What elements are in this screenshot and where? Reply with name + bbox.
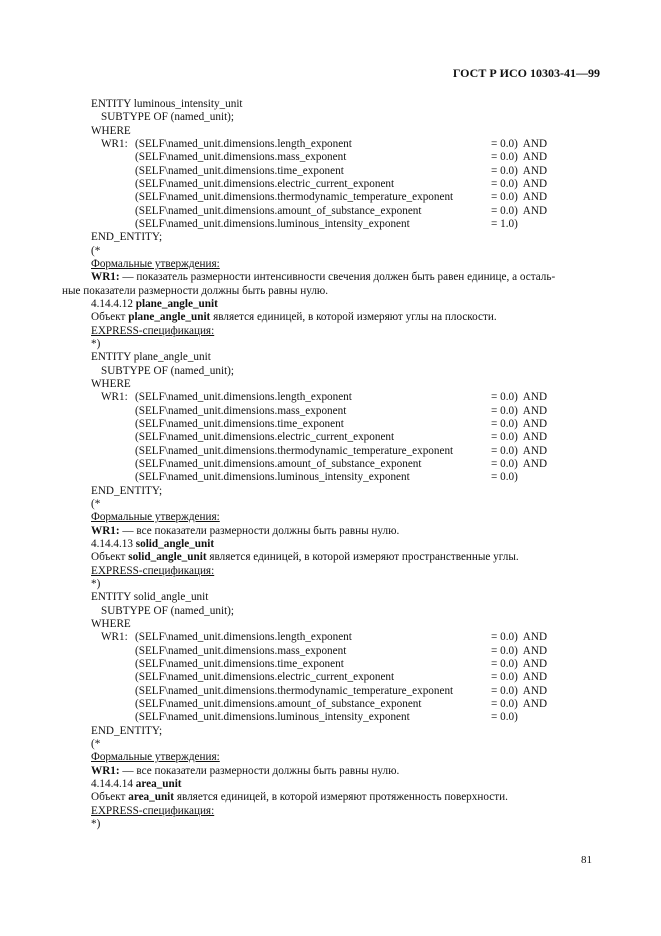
rule-expression: (SELF\named_unit.dimensions.mass_exponent [135, 405, 347, 417]
object-name: solid_angle_unit [128, 551, 207, 563]
express-spec-heading: EXPRESS-спецификация: [91, 325, 215, 337]
rule-value: = 0.0) AND [491, 645, 548, 657]
formal-rule-text [91, 765, 399, 778]
rule-value: = 0.0) AND [491, 671, 548, 683]
section-number: 4.14.4.13 [91, 538, 136, 550]
comment-close: *) [91, 578, 101, 590]
rule-expression: (SELF\named_unit.dimensions.length_exponent [135, 138, 352, 150]
rule-expression: (SELF\named_unit.dimensions.length_exponent [135, 631, 352, 643]
rule-label: WR1: [101, 391, 128, 403]
comment-open: (* [91, 498, 101, 510]
formal-rule-text [91, 525, 399, 538]
comment-open: (* [91, 738, 101, 750]
page-header: ГОСТ Р ИСО 10303-41—99 [452, 66, 600, 80]
formal-rule-label: WR1: [91, 271, 120, 283]
rule-label: WR1: [101, 631, 128, 643]
formal-rule-body: — показатель размерности интенсивности свечения должен быть равен единице, а осталь- [119, 271, 556, 283]
page-number: 81 [581, 854, 592, 866]
formal-rule-text [91, 271, 555, 284]
rule-expression: (SELF\named_unit.dimensions.luminous_intensity_exponent [135, 218, 410, 230]
description-suffix: является единицей, в которой измеряют углы на плоскости. [210, 311, 497, 323]
comment-open: (* [91, 245, 101, 257]
object-name: area_unit [128, 791, 175, 803]
rule-expression: (SELF\named_unit.dimensions.luminous_intensity_exponent [135, 471, 410, 483]
formal-rule-label: WR1: [91, 765, 120, 777]
rule-value: = 0.0) AND [491, 151, 548, 163]
formal-rule-body: — все показатели размерности должны быть равны нулю. [119, 765, 400, 777]
rule-value: = 0.0) AND [491, 391, 548, 403]
formal-rule-continuation: ные показатели размерности должны быть равны нулю. [62, 285, 329, 297]
where-keyword: WHERE [91, 378, 131, 390]
rule-value: = 0.0) AND [491, 698, 548, 710]
rule-label: WR1: [101, 138, 128, 150]
rule-expression: (SELF\named_unit.dimensions.electric_current_exponent [135, 671, 395, 683]
object-description [91, 311, 497, 324]
description-suffix: является единицей, в которой измеряют пространственные углы. [206, 551, 519, 563]
description-prefix: Объект [91, 791, 129, 803]
rule-value: = 0.0) AND [491, 205, 548, 217]
object-description [91, 791, 508, 804]
rule-expression: (SELF\named_unit.dimensions.mass_exponent [135, 151, 347, 163]
rule-expression: (SELF\named_unit.dimensions.amount_of_substance_exponent [135, 458, 422, 470]
where-keyword: WHERE [91, 618, 131, 630]
rule-expression: (SELF\named_unit.dimensions.thermodynamic_temperature_exponent [135, 685, 454, 697]
rule-value: = 0.0) [491, 711, 518, 723]
rule-value: = 0.0) AND [491, 458, 548, 470]
rule-value: = 1.0) [491, 218, 518, 230]
object-name: plane_angle_unit [128, 311, 211, 323]
rule-value: = 0.0) AND [491, 165, 548, 177]
entity-declaration: ENTITY luminous_intensity_unit [91, 98, 243, 110]
formal-rule-label: WR1: [91, 525, 120, 537]
entity-declaration: ENTITY plane_angle_unit [91, 351, 211, 363]
subtype-declaration: SUBTYPE OF (named_unit); [101, 605, 235, 617]
section-number: 4.14.4.14 [91, 778, 136, 790]
description-prefix: Объект [91, 311, 129, 323]
where-keyword: WHERE [91, 125, 131, 137]
end-entity: END_ENTITY; [91, 231, 163, 243]
rule-expression: (SELF\named_unit.dimensions.time_exponent [135, 418, 344, 430]
end-entity: END_ENTITY; [91, 725, 163, 737]
rule-value: = 0.0) AND [491, 658, 548, 670]
description-prefix: Объект [91, 551, 129, 563]
rule-value: = 0.0) AND [491, 178, 548, 190]
rule-expression: (SELF\named_unit.dimensions.time_exponent [135, 658, 344, 670]
rule-value: = 0.0) AND [491, 431, 548, 443]
rule-value: = 0.0) AND [491, 405, 548, 417]
rule-expression: (SELF\named_unit.dimensions.length_exponent [135, 391, 352, 403]
rule-expression: (SELF\named_unit.dimensions.mass_exponent [135, 645, 347, 657]
rule-expression: (SELF\named_unit.dimensions.luminous_intensity_exponent [135, 711, 410, 723]
formal-statements-heading: Формальные утверждения: [91, 258, 220, 270]
subtype-declaration: SUBTYPE OF (named_unit); [101, 111, 235, 123]
rule-expression: (SELF\named_unit.dimensions.time_exponent [135, 165, 344, 177]
formal-rule-body: — все показатели размерности должны быть равны нулю. [119, 525, 400, 537]
comment-close: *) [91, 338, 101, 350]
description-suffix: является единицей, в которой измеряют протяженность поверхности. [174, 791, 508, 803]
rule-value: = 0.0) AND [491, 445, 548, 457]
section-heading [91, 298, 218, 311]
rule-value: = 0.0) AND [491, 685, 548, 697]
rule-expression: (SELF\named_unit.dimensions.thermodynamic_temperature_exponent [135, 191, 454, 203]
end-entity: END_ENTITY; [91, 485, 163, 497]
rule-value: = 0.0) AND [491, 138, 548, 150]
rule-value: = 0.0) AND [491, 631, 548, 643]
section-heading [91, 538, 214, 551]
section-number: 4.14.4.12 [91, 298, 136, 310]
section-name: area_unit [135, 778, 182, 790]
section-name: plane_angle_unit [135, 298, 218, 310]
formal-statements-heading: Формальные утверждения: [91, 511, 220, 523]
express-spec-heading: EXPRESS-спецификация: [91, 565, 215, 577]
rule-value: = 0.0) AND [491, 418, 548, 430]
rule-expression: (SELF\named_unit.dimensions.amount_of_substance_exponent [135, 205, 422, 217]
rule-expression: (SELF\named_unit.dimensions.thermodynamic_temperature_exponent [135, 445, 454, 457]
formal-statements-heading: Формальные утверждения: [91, 751, 220, 763]
rule-expression: (SELF\named_unit.dimensions.amount_of_substance_exponent [135, 698, 422, 710]
rule-value: = 0.0) AND [491, 191, 548, 203]
rule-expression: (SELF\named_unit.dimensions.electric_current_exponent [135, 178, 395, 190]
rule-value: = 0.0) [491, 471, 518, 483]
rule-expression: (SELF\named_unit.dimensions.electric_current_exponent [135, 431, 395, 443]
comment-close: *) [91, 818, 101, 830]
entity-declaration: ENTITY solid_angle_unit [91, 591, 209, 603]
express-spec-heading: EXPRESS-спецификация: [91, 805, 215, 817]
subtype-declaration: SUBTYPE OF (named_unit); [101, 365, 235, 377]
section-heading [91, 778, 182, 791]
section-name: solid_angle_unit [135, 538, 215, 550]
object-description [91, 551, 519, 564]
